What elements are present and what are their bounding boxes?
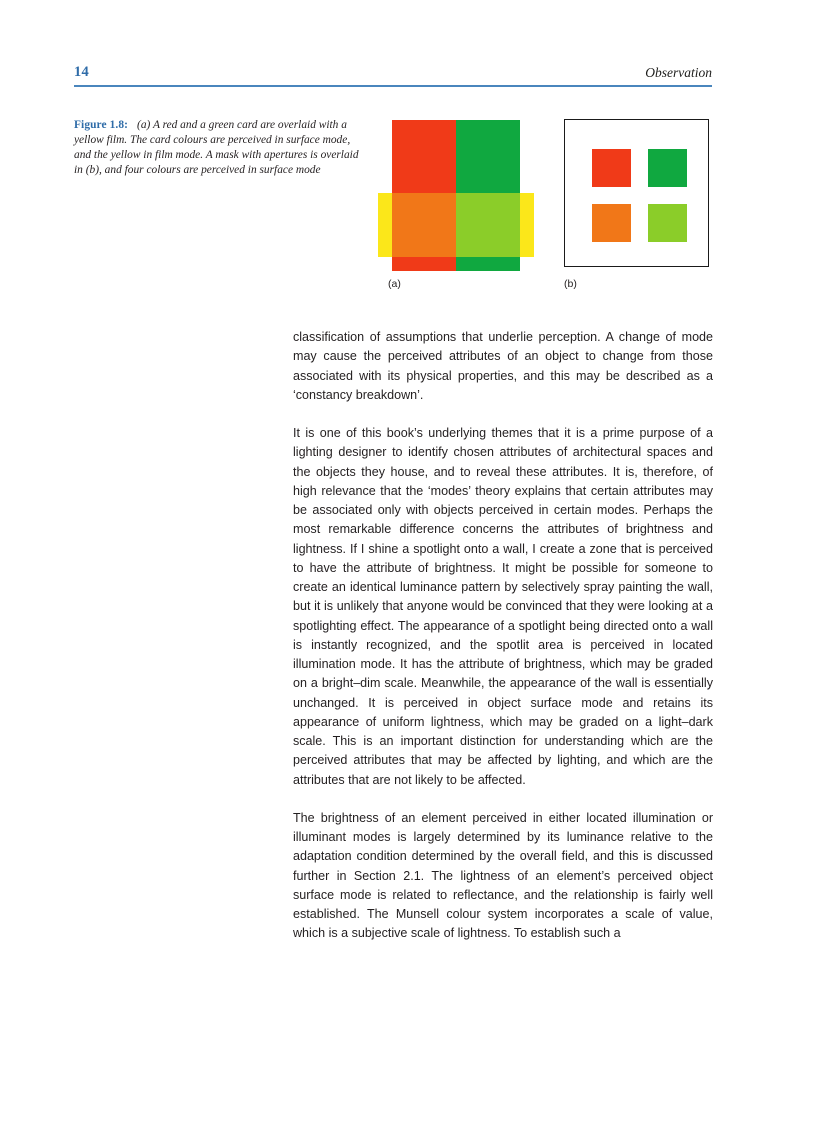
header-rule [74, 85, 712, 87]
red-under-film-patch [392, 193, 456, 257]
aperture-yellow-green [648, 204, 687, 242]
body-text-column [293, 328, 713, 944]
figure-caption-text: (a) A red and a green card are overlaid with a yellow film. The card colours are perceived in surface mode, and the yellow in film mode. A mask with apertures is overlaid in (b), and four colours are perceived in surface mode [74, 119, 359, 177]
figure-1-8 [374, 116, 714, 301]
green-under-film-patch [456, 193, 520, 257]
panel-b-label: (b) [564, 278, 577, 290]
body-paragraph: It is one of this book’s underlying themes that it is a prime purpose of a lighting designer to identify chosen attributes of architectural spaces and the objects they house, and to reveal these attributes. It is, therefore, of high relevance that the ‘modes’ theory explains that certain attributes may be associated only with objects perceived in certain modes. Perhaps the most remarkable difference concerns the attributes of brightness and lightness. If I shine a spotlight onto a wall, I create a zone that is perceived to have the attribute of brightness. It might be possible for someone to create an identical luminance pattern by selectively spray painting the wall, but it is unlikely that anyone would be convinced that they were looking at a spotlighting effect. The appearance of a spotlight being directed onto a wall is instantly recognized, and the spotlit area is perceived in located illumination mode. It has the attribute of brightness, which may be graded on a bright–dim scale. Meanwhile, the appearance of the wall is essentially unchanged. It is perceived in object surface mode and retains its appearance of uniform lightness, which may be graded on a light–dark scale. This is an important distinction for understanding which are the perceived attributes that may be affected by lighting, and which are the attributes that are not likely to be affected. [293, 426, 713, 787]
body-paragraph: The brightness of an element perceived in either located illumination or illuminant modes is largely determined by its luminance relative to the adaptation condition determined by the overall field, and this is discussed further in Section 2.1. The lightness of an element’s perceived object surface mode is related to reflectance, and the relationship is fairly well established. The Munsell colour system incorporates a scale of value, which is a subjective scale of lightness. To establish such a [293, 810, 713, 941]
page-number: 14 [74, 64, 89, 80]
figure-panel-a [374, 116, 536, 272]
panel-a-label: (a) [388, 278, 401, 290]
running-header [74, 64, 712, 98]
aperture-orange [592, 204, 631, 242]
aperture-red [592, 149, 631, 187]
aperture-green [648, 149, 687, 187]
figure-caption-label: Figure 1.8: [74, 119, 129, 131]
body-paragraph: classification of assumptions that underlie perception. A change of mode may cause the perceived attributes of an object to change from those associated with its physical properties, and this may be described as a ‘constancy breakdown’. [293, 330, 713, 402]
figure-panel-b [564, 116, 714, 272]
mask-with-apertures [564, 119, 709, 267]
figure-caption [74, 118, 364, 178]
running-title: Observation [645, 65, 712, 80]
